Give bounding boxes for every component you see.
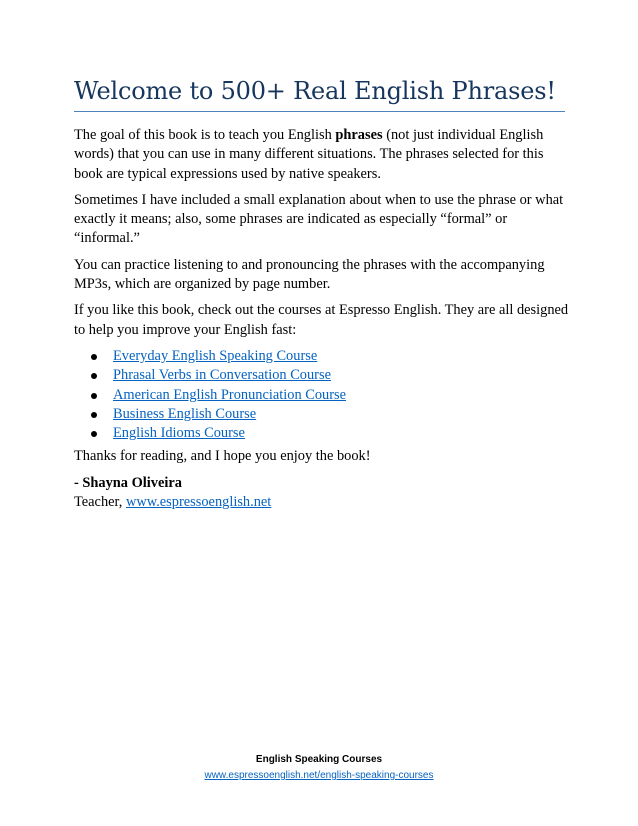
course-link-business-english[interactable]: Business English Course xyxy=(113,405,257,422)
signature-role xyxy=(74,493,574,512)
signature-name: - Shayna Oliveira xyxy=(74,474,182,491)
signature xyxy=(74,474,574,513)
body-text xyxy=(74,126,574,512)
intro-text-end: (not just individual English words) that you can use in many different situations. The phrases selected for this book are typical expressions used by native speakers. xyxy=(74,127,544,182)
bullet-icon xyxy=(91,412,97,418)
mp3-paragraph: You can practice listening to and pronouncing the phrases with the accompanying MP3s, which are organized by page number. xyxy=(74,256,545,293)
course-list xyxy=(74,347,574,443)
intro-text-start: The goal of this book is to teach you English xyxy=(74,127,336,143)
list-item xyxy=(74,424,574,443)
intro-bold-phrases: phrases xyxy=(335,127,383,143)
bullet-icon xyxy=(91,354,97,360)
bullet-icon xyxy=(91,373,97,379)
closing-paragraph: Thanks for reading, and I hope you enjoy the book! xyxy=(74,448,371,465)
bullet-icon xyxy=(91,431,97,437)
list-item xyxy=(74,405,574,424)
course-link-phrasal-verbs[interactable]: Phrasal Verbs in Conversation Course xyxy=(113,367,331,384)
title-underline xyxy=(74,111,565,112)
signature-role-prefix: Teacher, xyxy=(74,494,126,511)
footer-url-link[interactable]: www.espressoenglish.net/english-speaking-courses xyxy=(204,770,434,781)
website-link[interactable]: www.espressoenglish.net xyxy=(125,494,272,511)
list-item xyxy=(74,366,574,385)
bullet-icon xyxy=(91,393,97,399)
explanation-paragraph: Sometimes I have included a small explanation about when to use the phrase or what exactly it means; also, some phrases are indicated as especially “formal” or “informal.” xyxy=(74,191,564,247)
intro-paragraph xyxy=(74,126,574,184)
page-footer xyxy=(0,752,638,784)
courses-intro-paragraph: If you like this book, check out the courses at Espresso English. They are all designed to help you improve your English fast: xyxy=(74,302,569,338)
list-item xyxy=(74,386,574,405)
course-link-idioms[interactable]: English Idioms Course xyxy=(113,425,245,442)
list-item xyxy=(74,347,574,366)
course-link-everyday-english[interactable]: Everyday English Speaking Course xyxy=(113,347,318,364)
page-title: Welcome to 500+ Real English Phrases! xyxy=(74,77,556,105)
footer-title: English Speaking Courses xyxy=(255,754,383,765)
course-link-pronunciation[interactable]: American English Pronunciation Course xyxy=(113,386,347,403)
